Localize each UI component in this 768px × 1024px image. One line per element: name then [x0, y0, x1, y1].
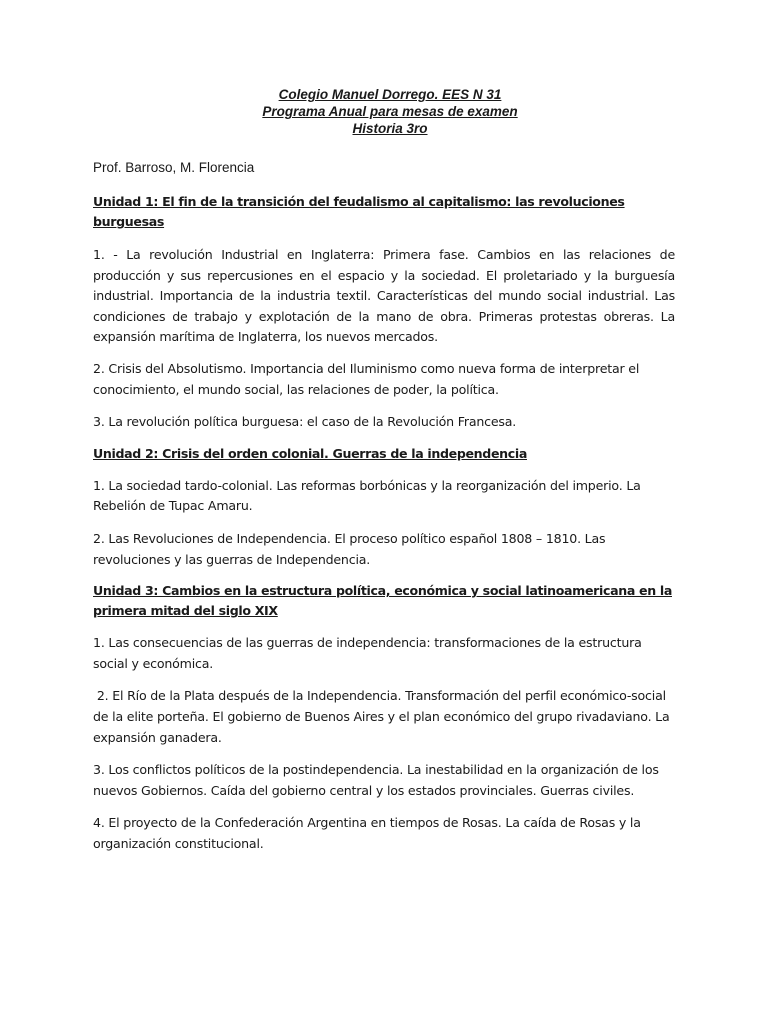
- unit-2-item-2: 2. Las Revoluciones de Independencia. El proceso político español 1808 – 1810. Las revoluciones y las guerras de Independencia.: [93, 530, 606, 567]
- unit-3-item-3: 3. Los conflictos políticos de la postindependencia. La inestabilidad en la organización de los nuevos Gobiernos. Caída del gobierno central y los estados provinciales. Guerras civiles.: [93, 762, 659, 798]
- unit-1-item-1: 1. - La revolución Industrial en Inglaterra: Primera fase. Cambios en las relaciones de producción y sus repercusiones en el espacio y la sociedad. El proletariado y la burguesía industrial. Importancia de la industria textil. Características del mundo social industrial. Las condiciones de trabajo y explotación de la mano de obra. Primeras protestas obreras. La expansión marítima de Inglaterra, los nuevos mercados.: [93, 247, 675, 345]
- unit-3-title: Unidad 3: Cambios en la estructura política, económica y social latinoamericana en la primera mitad del siglo XIX: [93, 583, 672, 619]
- program-title: Programa Anual para mesas de examen: [262, 104, 518, 119]
- school-name: Colegio Manuel Dorrego. EES N 31: [278, 87, 502, 102]
- subject-title: Historia 3ro: [352, 121, 428, 136]
- unit-1-item-3: 3. La revolución política burguesa: el caso de la Revolución Francesa.: [93, 414, 517, 430]
- document-header: [93, 86, 675, 137]
- unit-1-title: Unidad 1: El fin de la transición del feudalismo al capitalismo: las revoluciones burguesas: [93, 194, 625, 229]
- professor-name: Prof. Barroso, M. Florencia: [93, 160, 255, 175]
- unit-3-item-2: 2. El Río de la Plata después de la Independencia. Transformación del perfil económico-social de la elite porteña. El gobierno de Buenos Aires y el plan económico del grupo rivadaviano. La expansión ganadera.: [93, 688, 674, 745]
- document-page: [93, 86, 675, 854]
- unit-3-item-1: 1. Las consecuencias de las guerras de independencia: transformaciones de la estructura social y económica.: [93, 635, 642, 671]
- unit-2-title: Unidad 2: Crisis del orden colonial. Guerras de la independencia: [93, 445, 527, 461]
- unit-1-item-2: 2. Crisis del Absolutismo. Importancia del Iluminismo como nueva forma de interpretar el conocimiento, el mundo social, las relaciones de poder, la política.: [93, 360, 640, 397]
- unit-2-item-1: 1. La sociedad tardo-colonial. Las reformas borbónicas y la reorganización del imperio. La Rebelión de Tupac Amaru.: [93, 477, 641, 514]
- unit-3-item-4: 4. El proyecto de la Confederación Argentina en tiempos de Rosas. La caída de Rosas y la organización constitucional.: [93, 815, 641, 851]
